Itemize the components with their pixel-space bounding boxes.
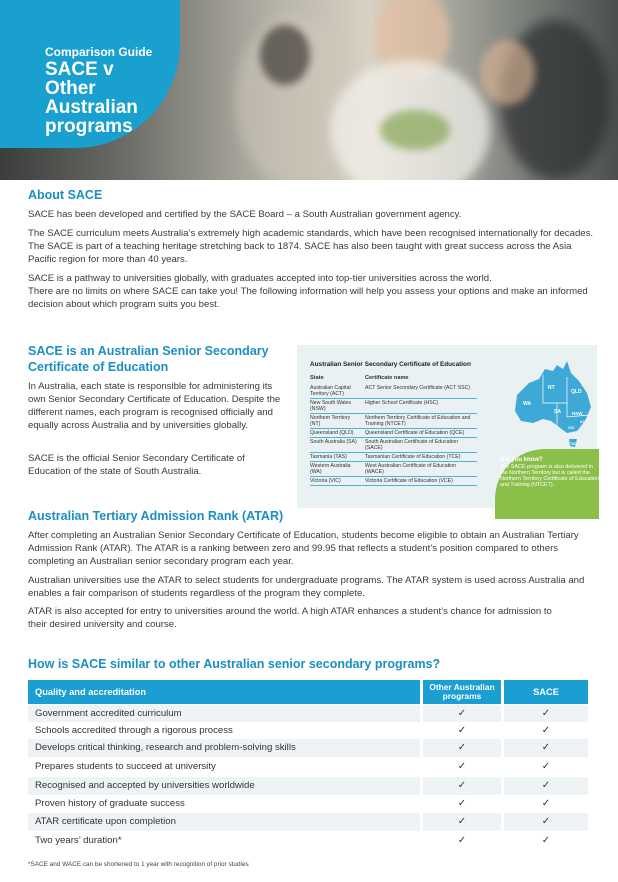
state-cell: Victoria (VIC) — [310, 477, 365, 486]
certificate-cell: Tasmanian Certificate of Education (TCE) — [365, 453, 477, 462]
hero-kicker: Comparison Guide — [45, 45, 153, 59]
criterion-cell: Prepares students to succeed at university — [28, 758, 420, 776]
map-label-wa: WA — [523, 401, 532, 407]
other-programs-column-header — [423, 680, 501, 704]
certificate-cell: Northern Territory Certificate of Education and Training (NTCET) — [365, 414, 477, 429]
senior-heading-line: SACE is an Australian Senior Secondary — [28, 344, 269, 358]
certificate-cell: West Australian Certificate of Education (WACE) — [365, 462, 477, 477]
table-row — [28, 832, 590, 850]
certificate-card-title: Australian Senior Secondary Certificate of Education — [310, 361, 471, 368]
table-row — [28, 705, 590, 723]
table-row — [28, 795, 590, 813]
hero-banner — [0, 0, 618, 180]
map-label-nsw: NSW — [572, 411, 583, 416]
criterion-cell: Two years’ duration* — [28, 832, 420, 850]
did-you-know-body: The SACE program is also delivered in the Northern Territory but is called the Northern Territory Certificate of Education and Training (NTCET). — [500, 464, 600, 488]
quality-column-header: Quality and accreditation — [28, 680, 420, 704]
footnote: *SACE and WACE can be shortened to 1 year with recognition of prior studies — [28, 861, 249, 868]
atar-paragraph-3: ATAR is also accepted for entry to universities around the world. A high ATAR enhances a student’s chance for admission to their desired university and course. — [28, 606, 552, 630]
senior-paragraph-2: SACE is the official Senior Secondary Certificate of Education of the state of South Australia. — [28, 453, 245, 477]
map-label-nt: NT — [548, 385, 555, 391]
table-row — [310, 477, 477, 486]
hero-title-line: Other — [45, 78, 96, 99]
table-row — [310, 462, 477, 477]
map-label-sa: SA — [554, 409, 561, 415]
hero-title-line: SACE v — [45, 59, 114, 80]
other-programs-header-line: programs — [442, 690, 482, 701]
hero-title-block — [45, 45, 165, 136]
criterion-cell: ATAR certificate upon completion — [28, 813, 420, 831]
hero-title — [45, 60, 165, 136]
criterion-cell: Government accredited curriculum — [28, 705, 420, 723]
other-check-icon: ✓ — [423, 705, 501, 723]
state-column-header: State — [310, 375, 324, 381]
atar-heading: Australian Tertiary Admission Rank (ATAR) — [28, 509, 284, 523]
other-check-icon: ✓ — [423, 722, 501, 740]
state-cell: New South Wales (NSW) — [310, 399, 365, 414]
certificate-cell: Queensland Certificate of Education (QCE) — [365, 429, 477, 438]
criterion-cell: Schools accredited through a rigorous process — [28, 722, 420, 740]
certificate-cell: South Australian Certificate of Education (SACE) — [365, 438, 477, 453]
about-paragraph-4: There are no limits on where SACE can take you! The following information will help you assess your options and make an informed decision about which program suits you best. — [28, 286, 588, 310]
map-label-qld: QLD — [571, 389, 582, 395]
map-label-act: ACT — [580, 420, 588, 424]
name-column-header: Certificate name — [365, 375, 409, 381]
other-check-icon: ✓ — [423, 739, 501, 757]
about-paragraph-3: SACE is a pathway to universities globally, with graduates accepted into top-tier universities across the world. — [28, 273, 492, 284]
sace-check-icon: ✓ — [504, 739, 588, 757]
sace-check-icon: ✓ — [504, 777, 588, 795]
certificate-cell: Higher School Certificate (HSC) — [365, 399, 477, 414]
sace-check-icon: ✓ — [504, 813, 588, 831]
sace-check-icon: ✓ — [504, 758, 588, 776]
other-check-icon: ✓ — [423, 777, 501, 795]
state-cell: Northern Territory (NT) — [310, 414, 365, 429]
senior-heading — [28, 343, 269, 375]
hero-title-line: programs — [45, 116, 133, 137]
table-row — [28, 722, 590, 740]
table-row — [310, 399, 477, 414]
other-check-icon: ✓ — [423, 795, 501, 813]
state-cell: Tasmania (TAS) — [310, 453, 365, 462]
senior-heading-line: Certificate of Education — [28, 360, 169, 374]
certificate-cell: Victoria Certificate of Education (VCE) — [365, 477, 477, 486]
australia-map-icon — [509, 355, 595, 453]
hero-title-line: Australian — [45, 97, 138, 118]
table-row — [310, 384, 477, 399]
state-cell: Queensland (QLD) — [310, 429, 365, 438]
certificate-cell: ACT Senior Secondary Certificate (ACT SSC) — [365, 384, 477, 399]
table-row — [310, 414, 477, 429]
table-row — [310, 429, 477, 438]
criterion-cell: Recognised and accepted by universities worldwide — [28, 777, 420, 795]
table-row — [28, 813, 590, 831]
certificate-table — [310, 375, 477, 486]
certificate-table-header — [310, 375, 477, 384]
comparison-heading: How is SACE similar to other Australian senior secondary programs? — [28, 657, 441, 671]
did-you-know-text — [500, 457, 600, 488]
other-programs-header-line: Other Australian — [429, 682, 495, 692]
sace-check-icon: ✓ — [504, 705, 588, 723]
sace-column-header: SACE — [504, 680, 588, 704]
map-label-tas: TAS — [570, 442, 577, 446]
sace-check-icon: ✓ — [504, 832, 588, 850]
criterion-cell: Develops critical thinking, research and problem-solving skills — [28, 739, 420, 757]
sace-check-icon: ✓ — [504, 795, 588, 813]
sace-check-icon: ✓ — [504, 722, 588, 740]
map-label-vic: VIC — [568, 425, 575, 430]
about-paragraph-2: The SACE curriculum meets Australia’s extremely high academic standards, which have been recognised internationally for decades. The SACE is part of a teaching heritage stretching back to 1874. SACE has also been taught with great success across the Asia Pacific region for more than 40 years. — [28, 228, 594, 265]
state-cell: Western Australia (WA) — [310, 462, 365, 477]
did-you-know-title: Did you know? — [500, 457, 543, 463]
other-check-icon: ✓ — [423, 758, 501, 776]
state-cell: South Australia (SA) — [310, 438, 365, 453]
table-row — [28, 758, 590, 776]
table-row — [28, 777, 590, 795]
other-check-icon: ✓ — [423, 832, 501, 850]
table-row — [28, 739, 590, 757]
senior-paragraph-1: In Australia, each state is responsible for administering its own Senior Secondary Certificate of Education. Despite the different names, each program is recognised officially and equally across Australia and by universities globally. — [28, 381, 281, 431]
atar-paragraph-2: Australian universities use the ATAR to select students for undergraduate programs. The ATAR system is used across Australia and enables a fair comparison of students regardless of the program they complete. — [28, 575, 585, 599]
table-row — [310, 438, 477, 453]
criterion-cell: Proven history of graduate success — [28, 795, 420, 813]
other-check-icon: ✓ — [423, 813, 501, 831]
about-paragraph-1: SACE has been developed and certified by the SACE Board – a South Australian government agency. — [28, 209, 462, 220]
table-row — [310, 453, 477, 462]
state-cell: Australian Capital Territory (ACT) — [310, 384, 365, 399]
about-heading: About SACE — [28, 188, 103, 202]
atar-paragraph-1: After completing an Australian Senior Secondary Certificate of Education, students become eligible to obtain an Australian Tertiary Admission Rank (ATAR). The ATAR is a ranking between zero and 99.95 that reflects a student’s position compared to others completing an Australian senior secondary program each year. — [28, 530, 579, 567]
